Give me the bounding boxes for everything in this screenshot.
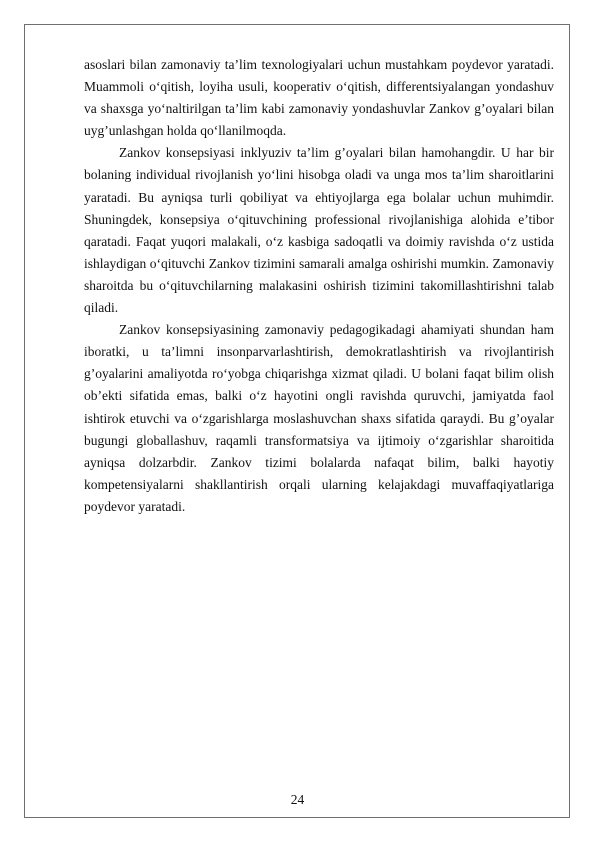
paragraph-modern-significance: Zankov konsepsiyasining zamonaviy pedagogikadagi ahamiyati shundan ham iboratki, u ta’limni insonparvarlashtirish, demokratlashtirish va rivojlantirish g’oyalarini amaliyotda ro‘yobga chiqarishga xizmat qiladi. U bolani faqat bilim olish ob’ekti sifatida emas, balki o‘z hayotini ongli ravishda quruvchi, jamiyatda faol ishtirok etuvchi va o‘zgarishlarga moslashuvchan shaxs sifatida qaraydi. Bu g’oyalar bugungi globallashuv, raqamli transformatsiya va ijtimoiy o‘zgarishlar sharoitida ayniqsa dolzarbdir. Zankov tizimi bolalarda nafaqat bilim, balki hayotiy kompetensiyalarni shakllantirish orqali ularning kelajakdagi muvaffaqiyatlariga poydevor yaratadi. <box>84 322 554 514</box>
paragraph-inclusive-education: Zankov konsepsiyasi inklyuziv ta’lim g’oyalari bilan hamohangdir. U har bir bolaning individual rivojlanish yo‘lini hisobga oladi va unga mos ta’lim sharoitlarini yaratadi. Bu ayniqsa turli qobiliyat va ehtiyojlarga ega bolalar uchun muhimdir. Shuningdek, konsepsiya o‘qituvchining professional rivojlanishiga alohida e’tibor qaratadi. Faqat yuqori malakali, o‘z kasbiga sadoqatli va doimiy ravishda o‘z ustida ishlaydigan o‘qituvchi Zankov tizimini samarali amalga oshirishi mumkin. Zamonaviy sharoitda bu o‘qituvchilarning malakasini oshirish tizimini takomillashtirishni talab qiladi. <box>84 145 554 316</box>
page-number: 24 <box>290 792 305 807</box>
document-body <box>84 54 554 518</box>
paragraph-continuation: asoslari bilan zamonaviy ta’lim texnologiyalari uchun mustahkam poydevor yaratadi. Muammoli o‘qitish, loyiha usuli, kooperativ o‘qitish, differentsiyalangan yondashuv va shaxsga yo‘naltirilgan ta’lim kabi zamonaviy yondashuvlar Zankov g’oyalari bilan uyg’unlashgan holda qo‘llanilmoqda. <box>84 57 554 139</box>
